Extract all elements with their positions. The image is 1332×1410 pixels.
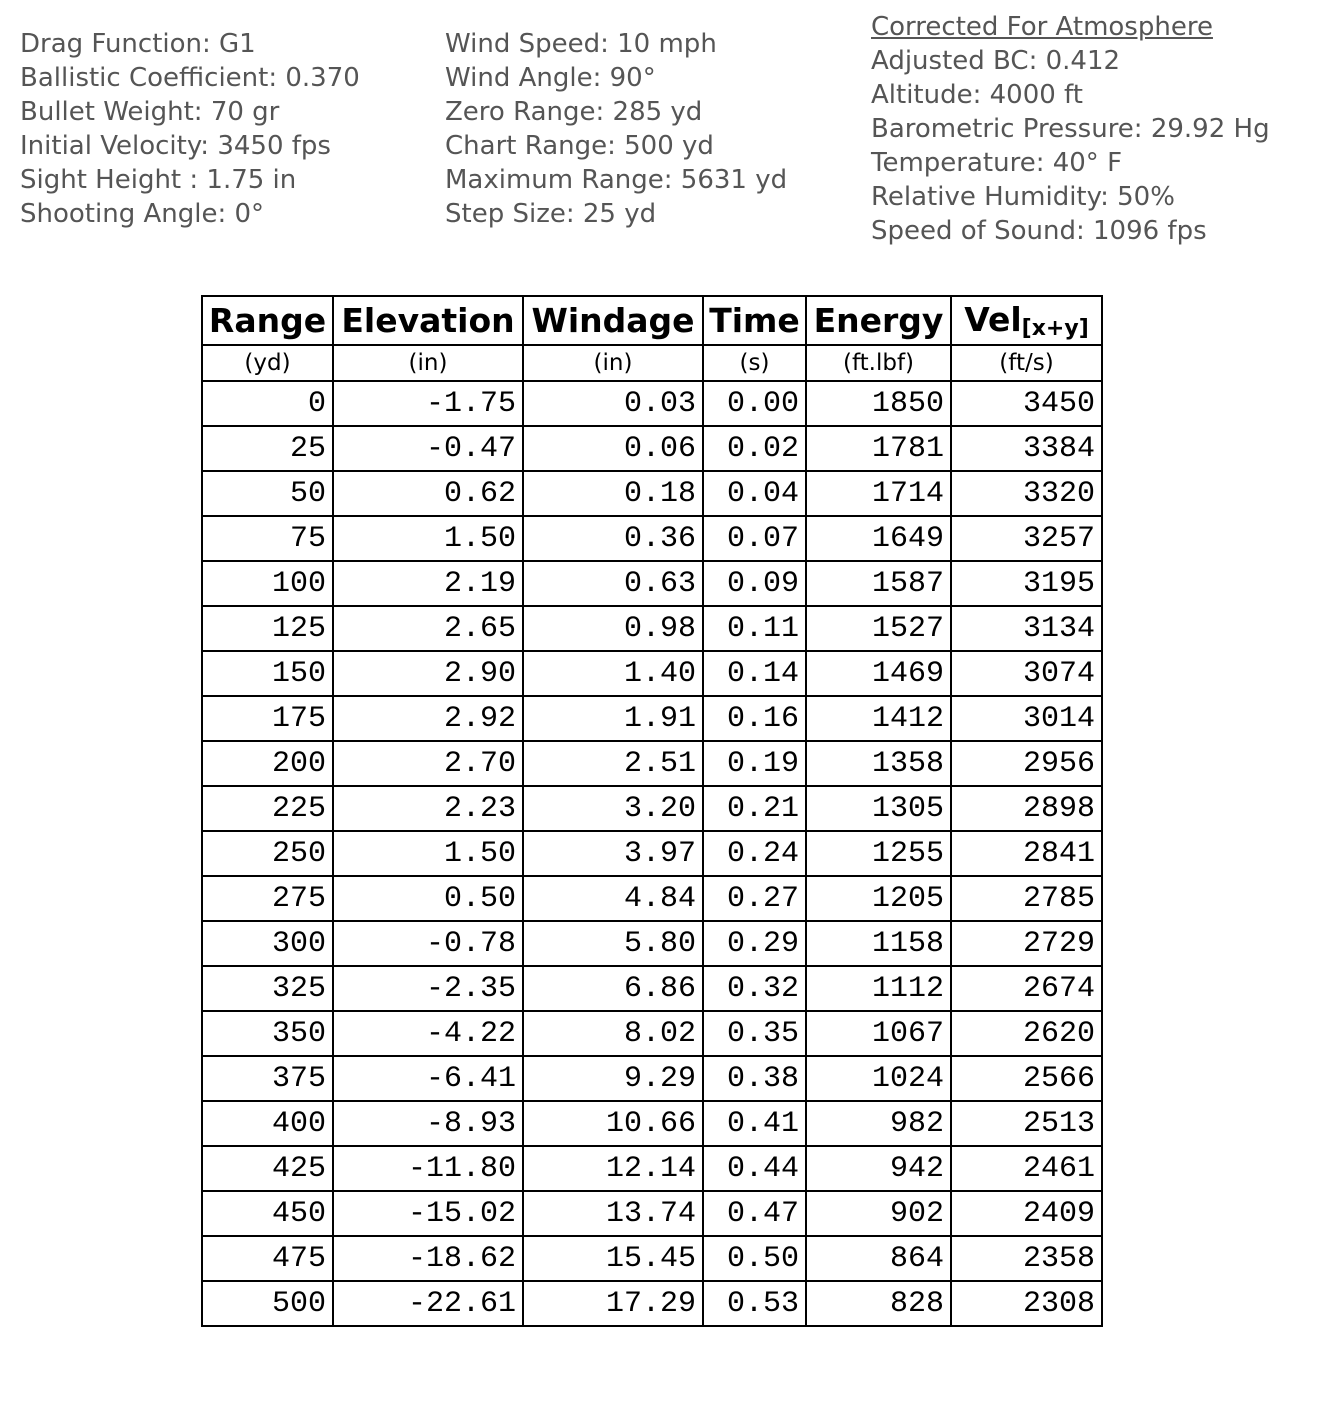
time-cell: 0.32 bbox=[703, 966, 806, 1011]
velocity-cell: 3384 bbox=[951, 426, 1102, 471]
elevation-cell: -1.75 bbox=[333, 381, 523, 426]
range-cell: 475 bbox=[202, 1236, 333, 1281]
time-cell: 0.41 bbox=[703, 1101, 806, 1146]
windage-cell: 17.29 bbox=[523, 1281, 703, 1326]
table-row bbox=[202, 1101, 1102, 1146]
elevation-cell: 2.23 bbox=[333, 786, 523, 831]
table-row bbox=[202, 651, 1102, 696]
windage-cell: 13.74 bbox=[523, 1191, 703, 1236]
energy-cell: 1358 bbox=[806, 741, 951, 786]
temperature-text: Temperature: 40° F bbox=[871, 148, 1123, 178]
table-row bbox=[202, 606, 1102, 651]
windage-cell: 6.86 bbox=[523, 966, 703, 1011]
velocity-cell: 2358 bbox=[951, 1236, 1102, 1281]
time-header: Time bbox=[703, 296, 806, 345]
energy-cell: 942 bbox=[806, 1146, 951, 1191]
table-row bbox=[202, 876, 1102, 921]
time-cell: 0.27 bbox=[703, 876, 806, 921]
range-cell: 150 bbox=[202, 651, 333, 696]
velocity-header-label: Vel bbox=[964, 300, 1022, 339]
range-cell: 325 bbox=[202, 966, 333, 1011]
time-cell: 0.53 bbox=[703, 1281, 806, 1326]
energy-cell: 1469 bbox=[806, 651, 951, 696]
atmosphere-heading: Corrected For Atmosphere bbox=[871, 12, 1213, 42]
energy-cell: 1112 bbox=[806, 966, 951, 1011]
energy-cell: 1412 bbox=[806, 696, 951, 741]
energy-cell: 864 bbox=[806, 1236, 951, 1281]
time-cell: 0.47 bbox=[703, 1191, 806, 1236]
velocity-cell: 2898 bbox=[951, 786, 1102, 831]
elevation-cell: 2.70 bbox=[333, 741, 523, 786]
windage-cell: 5.80 bbox=[523, 921, 703, 966]
table-row bbox=[202, 786, 1102, 831]
elevation-cell: 0.62 bbox=[333, 471, 523, 516]
velocity-cell: 2620 bbox=[951, 1011, 1102, 1056]
table-row bbox=[202, 921, 1102, 966]
velocity-cell: 2785 bbox=[951, 876, 1102, 921]
range-header: Range bbox=[202, 296, 333, 345]
windage-cell: 0.03 bbox=[523, 381, 703, 426]
elevation-cell: -4.22 bbox=[333, 1011, 523, 1056]
velocity-cell: 3074 bbox=[951, 651, 1102, 696]
time-unit: (s) bbox=[703, 345, 806, 381]
wind-angle-text: Wind Angle: 90° bbox=[445, 63, 656, 93]
time-cell: 0.35 bbox=[703, 1011, 806, 1056]
time-cell: 0.07 bbox=[703, 516, 806, 561]
range-unit: (yd) bbox=[202, 345, 333, 381]
energy-cell: 982 bbox=[806, 1101, 951, 1146]
range-cell: 125 bbox=[202, 606, 333, 651]
table-row bbox=[202, 966, 1102, 1011]
velocity-cell: 2308 bbox=[951, 1281, 1102, 1326]
velocity-cell: 2513 bbox=[951, 1101, 1102, 1146]
windage-cell: 1.40 bbox=[523, 651, 703, 696]
windage-cell: 3.20 bbox=[523, 786, 703, 831]
elevation-cell: -2.35 bbox=[333, 966, 523, 1011]
time-cell: 0.21 bbox=[703, 786, 806, 831]
range-cell: 25 bbox=[202, 426, 333, 471]
adjusted-bc-text: Adjusted BC: 0.412 bbox=[871, 46, 1121, 76]
table-row bbox=[202, 561, 1102, 606]
energy-cell: 1850 bbox=[806, 381, 951, 426]
table-row bbox=[202, 741, 1102, 786]
energy-cell: 1781 bbox=[806, 426, 951, 471]
parameters-column-1 bbox=[20, 27, 360, 231]
time-cell: 0.19 bbox=[703, 741, 806, 786]
elevation-cell: -18.62 bbox=[333, 1236, 523, 1281]
units-row bbox=[202, 345, 1102, 381]
energy-cell: 1024 bbox=[806, 1056, 951, 1101]
time-cell: 0.44 bbox=[703, 1146, 806, 1191]
elevation-unit: (in) bbox=[333, 345, 523, 381]
time-cell: 0.38 bbox=[703, 1056, 806, 1101]
windage-cell: 0.18 bbox=[523, 471, 703, 516]
table-row bbox=[202, 1146, 1102, 1191]
velocity-cell: 2409 bbox=[951, 1191, 1102, 1236]
step-size-text: Step Size: 25 yd bbox=[445, 199, 657, 229]
energy-cell: 1649 bbox=[806, 516, 951, 561]
elevation-cell: -11.80 bbox=[333, 1146, 523, 1191]
range-cell: 425 bbox=[202, 1146, 333, 1191]
table-row bbox=[202, 516, 1102, 561]
elevation-cell: 2.90 bbox=[333, 651, 523, 696]
velocity-header-subscript: [x+y] bbox=[1021, 316, 1089, 341]
energy-cell: 1305 bbox=[806, 786, 951, 831]
table-row bbox=[202, 696, 1102, 741]
elevation-cell: -0.78 bbox=[333, 921, 523, 966]
initial-velocity-text: Initial Velocity: 3450 fps bbox=[20, 131, 331, 161]
range-cell: 50 bbox=[202, 471, 333, 516]
energy-cell: 1158 bbox=[806, 921, 951, 966]
elevation-cell: 1.50 bbox=[333, 516, 523, 561]
drag-function-text: Drag Function: G1 bbox=[20, 29, 256, 59]
windage-cell: 9.29 bbox=[523, 1056, 703, 1101]
range-cell: 350 bbox=[202, 1011, 333, 1056]
windage-cell: 0.63 bbox=[523, 561, 703, 606]
velocity-header bbox=[951, 296, 1102, 345]
energy-cell: 828 bbox=[806, 1281, 951, 1326]
energy-cell: 1527 bbox=[806, 606, 951, 651]
range-cell: 225 bbox=[202, 786, 333, 831]
elevation-cell: -0.47 bbox=[333, 426, 523, 471]
range-cell: 400 bbox=[202, 1101, 333, 1146]
range-cell: 300 bbox=[202, 921, 333, 966]
energy-header: Energy bbox=[806, 296, 951, 345]
time-cell: 0.16 bbox=[703, 696, 806, 741]
elevation-cell: 2.19 bbox=[333, 561, 523, 606]
maximum-range-text: Maximum Range: 5631 yd bbox=[445, 165, 788, 195]
time-cell: 0.14 bbox=[703, 651, 806, 696]
time-cell: 0.04 bbox=[703, 471, 806, 516]
elevation-cell: 2.65 bbox=[333, 606, 523, 651]
shooting-angle-text: Shooting Angle: 0° bbox=[20, 199, 265, 229]
velocity-cell: 3134 bbox=[951, 606, 1102, 651]
velocity-cell: 2956 bbox=[951, 741, 1102, 786]
relative-humidity-text: Relative Humidity: 50% bbox=[871, 182, 1175, 212]
velocity-unit: (ft/s) bbox=[951, 345, 1102, 381]
elevation-header: Elevation bbox=[333, 296, 523, 345]
windage-unit: (in) bbox=[523, 345, 703, 381]
windage-cell: 4.84 bbox=[523, 876, 703, 921]
barometric-pressure-text: Barometric Pressure: 29.92 Hg bbox=[871, 114, 1270, 144]
header-row bbox=[202, 296, 1102, 345]
windage-cell: 0.36 bbox=[523, 516, 703, 561]
time-cell: 0.24 bbox=[703, 831, 806, 876]
velocity-cell: 3014 bbox=[951, 696, 1102, 741]
elevation-cell: -8.93 bbox=[333, 1101, 523, 1146]
velocity-cell: 2674 bbox=[951, 966, 1102, 1011]
table-row bbox=[202, 1056, 1102, 1101]
table-row bbox=[202, 1191, 1102, 1236]
range-cell: 100 bbox=[202, 561, 333, 606]
windage-cell: 8.02 bbox=[523, 1011, 703, 1056]
velocity-cell: 3320 bbox=[951, 471, 1102, 516]
windage-cell: 0.98 bbox=[523, 606, 703, 651]
velocity-cell: 2566 bbox=[951, 1056, 1102, 1101]
energy-cell: 1587 bbox=[806, 561, 951, 606]
windage-cell: 3.97 bbox=[523, 831, 703, 876]
table-header bbox=[202, 296, 1102, 381]
time-cell: 0.02 bbox=[703, 426, 806, 471]
elevation-cell: 1.50 bbox=[333, 831, 523, 876]
energy-cell: 1714 bbox=[806, 471, 951, 516]
energy-cell: 1205 bbox=[806, 876, 951, 921]
elevation-cell: -22.61 bbox=[333, 1281, 523, 1326]
altitude-text: Altitude: 4000 ft bbox=[871, 80, 1083, 110]
velocity-cell: 3450 bbox=[951, 381, 1102, 426]
velocity-cell: 3195 bbox=[951, 561, 1102, 606]
windage-cell: 2.51 bbox=[523, 741, 703, 786]
range-cell: 275 bbox=[202, 876, 333, 921]
range-cell: 200 bbox=[202, 741, 333, 786]
bullet-weight-text: Bullet Weight: 70 gr bbox=[20, 97, 280, 127]
table-row bbox=[202, 1236, 1102, 1281]
parameters-column-2 bbox=[445, 27, 787, 231]
range-cell: 175 bbox=[202, 696, 333, 741]
sight-height-text: Sight Height : 1.75 in bbox=[20, 165, 297, 195]
velocity-cell: 2461 bbox=[951, 1146, 1102, 1191]
time-cell: 0.09 bbox=[703, 561, 806, 606]
speed-of-sound-text: Speed of Sound: 1096 fps bbox=[871, 216, 1207, 246]
chart-range-text: Chart Range: 500 yd bbox=[445, 131, 714, 161]
windage-header: Windage bbox=[523, 296, 703, 345]
velocity-cell: 2841 bbox=[951, 831, 1102, 876]
elevation-cell: 0.50 bbox=[333, 876, 523, 921]
table-body bbox=[202, 381, 1102, 1326]
table-row bbox=[202, 471, 1102, 516]
time-cell: 0.29 bbox=[703, 921, 806, 966]
range-cell: 0 bbox=[202, 381, 333, 426]
energy-cell: 1255 bbox=[806, 831, 951, 876]
table-row bbox=[202, 426, 1102, 471]
time-cell: 0.50 bbox=[703, 1236, 806, 1281]
range-cell: 500 bbox=[202, 1281, 333, 1326]
ballistics-table bbox=[201, 295, 1103, 1327]
atmosphere-column bbox=[871, 10, 1270, 248]
time-cell: 0.11 bbox=[703, 606, 806, 651]
windage-cell: 10.66 bbox=[523, 1101, 703, 1146]
elevation-cell: 2.92 bbox=[333, 696, 523, 741]
ballistic-coefficient-text: Ballistic Coefficient: 0.370 bbox=[20, 63, 360, 93]
range-cell: 450 bbox=[202, 1191, 333, 1236]
range-cell: 75 bbox=[202, 516, 333, 561]
table-row bbox=[202, 381, 1102, 426]
elevation-cell: -15.02 bbox=[333, 1191, 523, 1236]
elevation-cell: -6.41 bbox=[333, 1056, 523, 1101]
table-row bbox=[202, 1281, 1102, 1326]
windage-cell: 1.91 bbox=[523, 696, 703, 741]
table-row bbox=[202, 1011, 1102, 1056]
windage-cell: 15.45 bbox=[523, 1236, 703, 1281]
velocity-cell: 3257 bbox=[951, 516, 1102, 561]
energy-cell: 902 bbox=[806, 1191, 951, 1236]
windage-cell: 0.06 bbox=[523, 426, 703, 471]
velocity-cell: 2729 bbox=[951, 921, 1102, 966]
wind-speed-text: Wind Speed: 10 mph bbox=[445, 29, 717, 59]
energy-cell: 1067 bbox=[806, 1011, 951, 1056]
range-cell: 250 bbox=[202, 831, 333, 876]
windage-cell: 12.14 bbox=[523, 1146, 703, 1191]
range-cell: 375 bbox=[202, 1056, 333, 1101]
zero-range-text: Zero Range: 285 yd bbox=[445, 97, 703, 127]
table-row bbox=[202, 831, 1102, 876]
time-cell: 0.00 bbox=[703, 381, 806, 426]
energy-unit: (ft.lbf) bbox=[806, 345, 951, 381]
